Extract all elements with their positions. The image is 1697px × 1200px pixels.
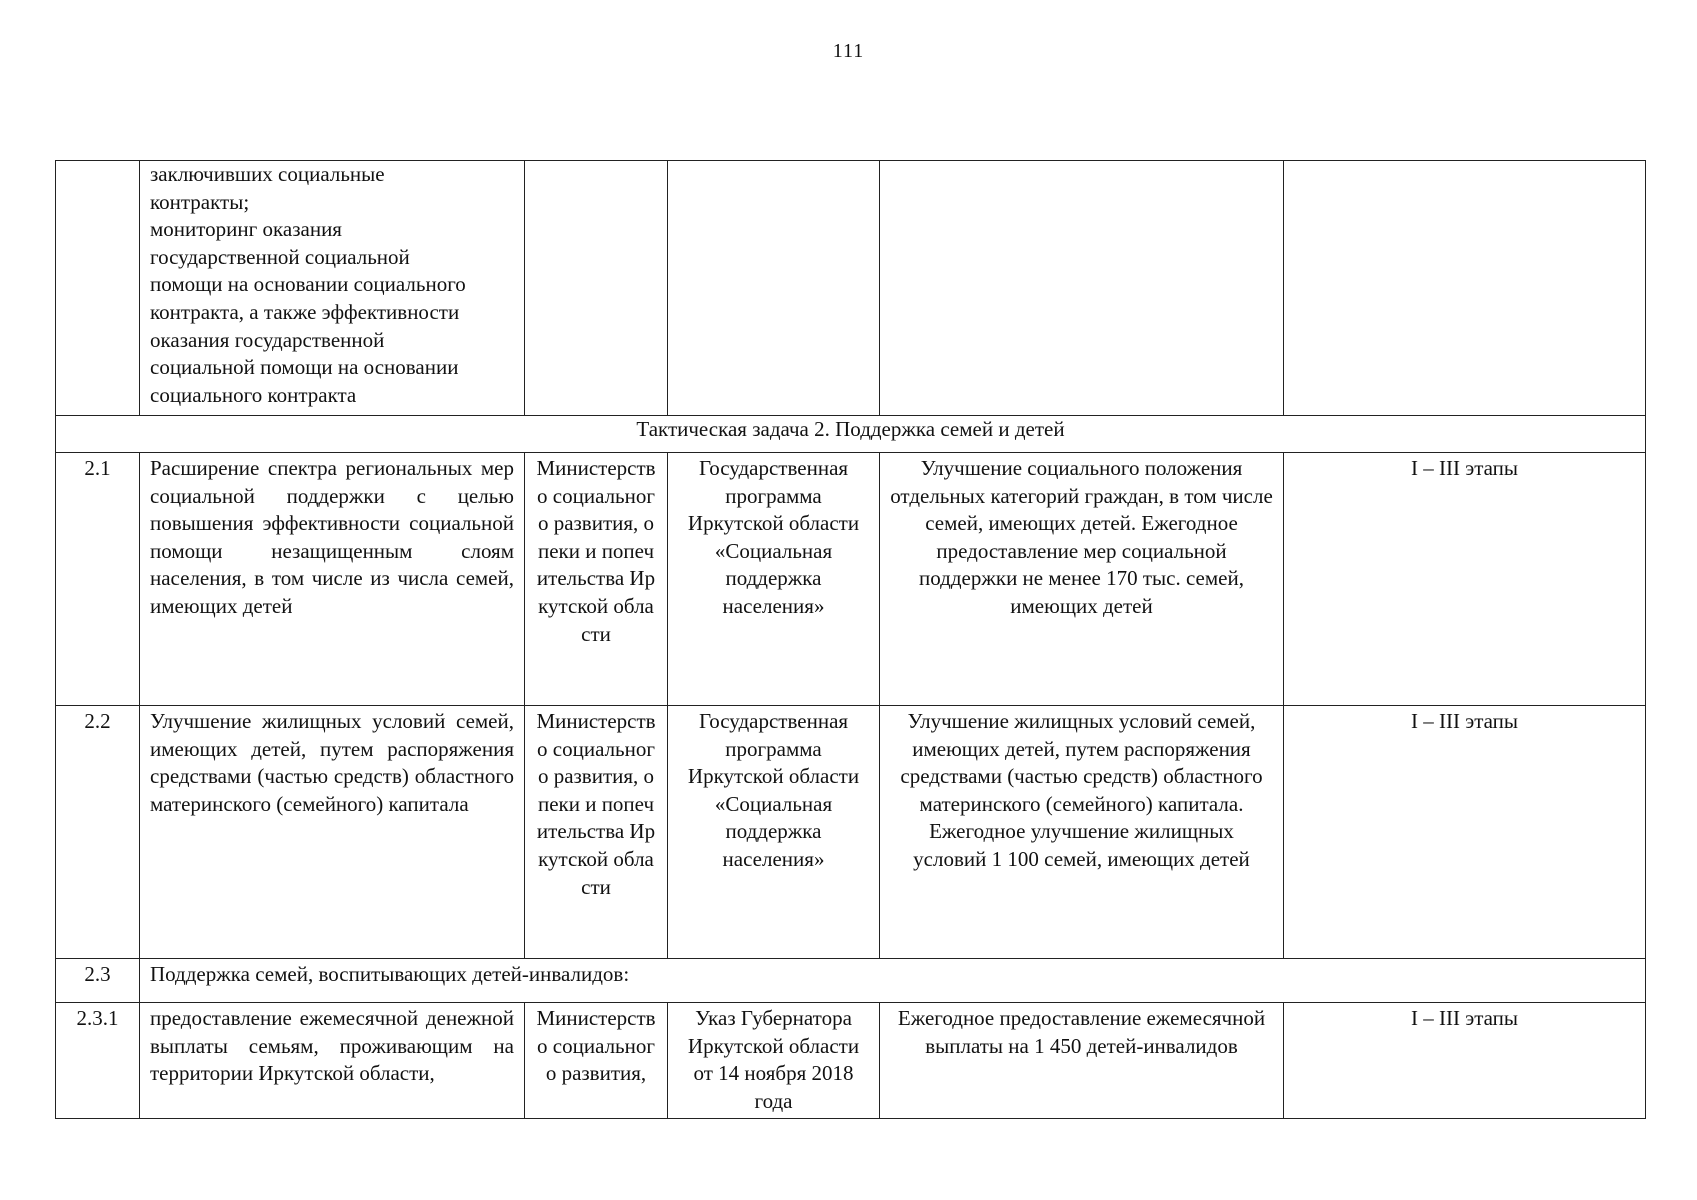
executor-text: Министерство социального развития, опеки и попечительства Иркутской области: [525, 706, 668, 959]
table-row: [56, 706, 1646, 959]
continued-line: заключивших социальные: [150, 162, 385, 186]
cell-num-empty: [56, 161, 140, 416]
section-header: Тактическая задача 2. Поддержка семей и детей: [56, 416, 1646, 453]
measure-group-title: Поддержка семей, воспитывающих детей-инвалидов:: [140, 959, 1646, 1003]
stages-text: I – III этапы: [1284, 706, 1646, 959]
document-text: Государственная программа Иркутской области «Социальная поддержка населения»: [668, 706, 880, 959]
measures-table: [55, 160, 1646, 1119]
row-number: 2.3.1: [56, 1003, 140, 1119]
continued-line: социальной помощи на основании: [150, 355, 459, 380]
document-text: Указ Губернатора Иркутской области от 14 ноября 2018 года: [668, 1003, 880, 1119]
continued-line: контракта, а также эффективности: [150, 299, 460, 324]
continued-line: социального контракта: [150, 382, 357, 407]
cell-stages-empty: [1284, 161, 1646, 416]
executor-text: Министерство социального развития, опеки и попечительства Иркутской области: [525, 453, 668, 706]
stages-text: I – III этапы: [1284, 453, 1646, 706]
cell-measure-continued: [140, 161, 525, 416]
cell-result-empty: [880, 161, 1284, 416]
page-number: 111: [832, 40, 865, 62]
table-row: [56, 453, 1646, 706]
continued-line: помощи на основании социального: [150, 272, 466, 297]
stages-text: I – III этапы: [1284, 1003, 1646, 1119]
table-row-continued: [56, 161, 1646, 416]
result-text: Ежегодное предоставление ежемесячной выплаты на 1 450 детей-инвалидов: [880, 1003, 1284, 1119]
row-number: 2.2: [56, 706, 140, 959]
table-row: [56, 1003, 1646, 1119]
section-header-row: [56, 416, 1646, 453]
measure-text: Расширение спектра региональных мер социальной поддержки с целью повышения эффективности социальной помощи незащищенным слоям населения, в том числе из числа семей, имеющих детей: [140, 453, 525, 706]
measure-text: Улучшение жилищных условий семей, имеющих детей, путем распоряжения средствами (частью средств) областного материнского (семейного) капитала: [140, 706, 525, 959]
continued-line: мониторинг оказания: [150, 217, 342, 242]
result-text: Улучшение социального положения отдельных категорий граждан, в том числе семей, имеющих детей. Ежегодное предоставление мер социальной поддержки не менее 170 тыс. семей, имеющих детей: [880, 453, 1284, 706]
table-row: [56, 959, 1646, 1003]
row-number: 2.3: [56, 959, 140, 1003]
cell-executor-empty: [525, 161, 668, 416]
row-number: 2.1: [56, 453, 140, 706]
executor-text: Министерство социального развития,: [525, 1003, 668, 1119]
document-text: Государственная программа Иркутской области «Социальная поддержка населения»: [668, 453, 880, 706]
result-text: Улучшение жилищных условий семей, имеющих детей, путем распоряжения средствами (частью средств) областного материнского (семейного) капитала. Ежегодное улучшение жилищных условий 1 100 семей, имеющих детей: [880, 706, 1284, 959]
continued-line: контракты;: [150, 189, 250, 214]
continued-line: оказания государственной: [150, 327, 385, 352]
measure-text: предоставление ежемесячной денежной выплаты семьям, проживающим на территории Иркутской области,: [140, 1003, 525, 1119]
cell-document-empty: [668, 161, 880, 416]
continued-line: государственной социальной: [150, 244, 410, 269]
